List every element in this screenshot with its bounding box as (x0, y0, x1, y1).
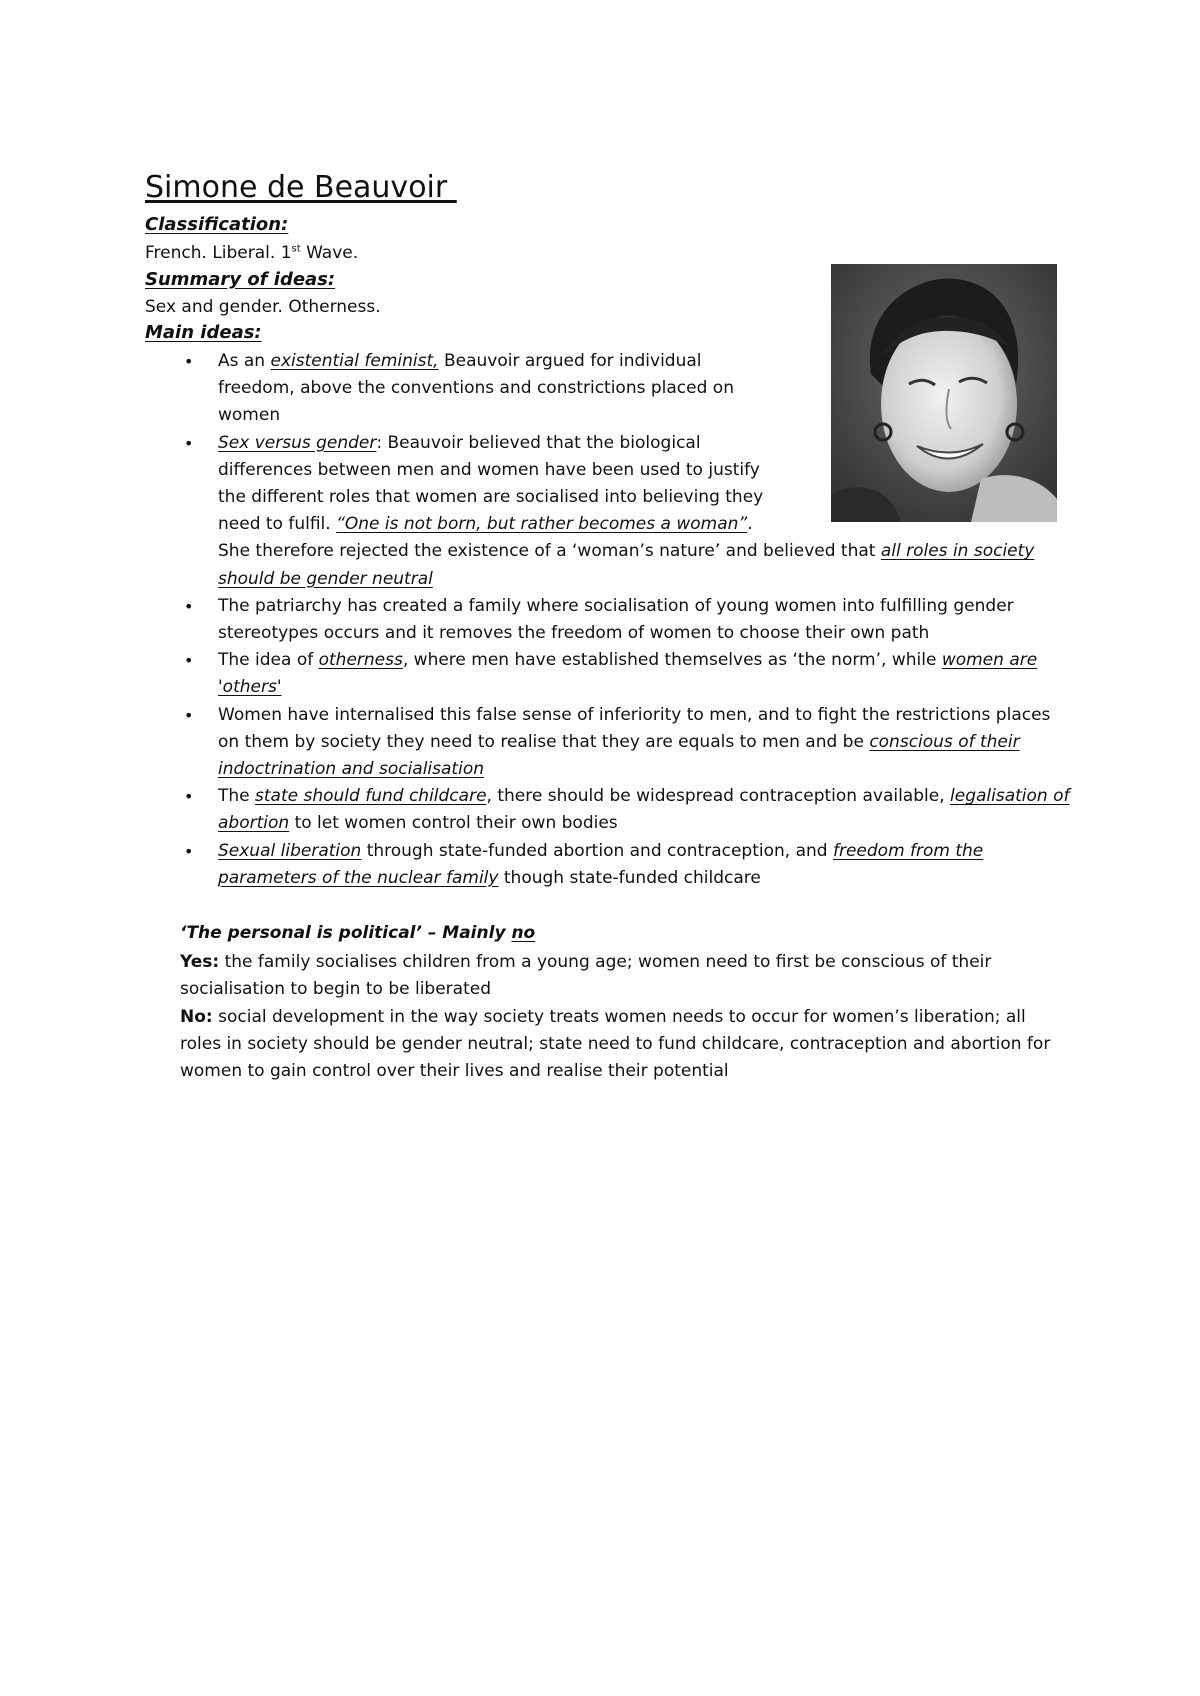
personal-is-political-section (180, 920, 1070, 1085)
personal-no-label: No: (180, 1006, 213, 1027)
main-idea-item (180, 838, 1070, 892)
main-idea-text: . (747, 514, 753, 535)
emphasis-text: Sex versus gender (218, 432, 377, 453)
main-idea-text: As an (218, 351, 271, 371)
emphasis-text: women are 'others' (218, 650, 1038, 698)
classification-label: Classification: (145, 214, 289, 235)
page-title: Simone de Beauvoir (145, 170, 457, 205)
personal-yes-paragraph (180, 949, 1070, 1003)
main-idea-text: The patriarchy has created a family where socialisation of young women into fulfilling gender stereotypes occurs and it removes the freedom of women to choose their own path (218, 595, 1014, 644)
main-idea-text: the different roles that women are socialised into believing they (218, 487, 764, 508)
emphasis-text: Sexual liberation (218, 840, 362, 861)
personal-yes-label: Yes: (180, 952, 220, 973)
emphasis-text: state should fund childcare (255, 786, 487, 807)
main-idea-text: : Beauvoir believed that the biological (376, 432, 701, 453)
emphasis-text: “One is not born, but rather becomes a woman” (336, 514, 748, 535)
main-idea-text: , there should be widespread contraception available, (486, 786, 951, 807)
main-idea-text: need to fulfil. (218, 514, 337, 535)
main-ideas-list (180, 348, 1070, 892)
classification-value-end: Wave. (300, 243, 359, 263)
main-idea-text: freedom, above the conventions and constrictions placed on (218, 378, 734, 399)
personal-heading-answer: no (511, 923, 536, 943)
classification-value-main: French. Liberal. 1 (145, 243, 292, 263)
main-idea-text: The idea of (218, 650, 319, 671)
personal-yes-text: the family socialises children from a young age; women need to first be conscious of their socialisation to begin to be liberated (180, 952, 992, 1000)
main-idea-text: The (218, 786, 256, 807)
main-idea-text: to let women control their own bodies (289, 813, 618, 834)
classification-value (145, 243, 358, 263)
main-idea-text: Beauvoir argued for individual (438, 351, 702, 371)
summary-label: Summary of ideas: (145, 269, 336, 290)
main-idea-text: , where men have established themselves as ‘the norm’, while (402, 650, 942, 671)
main-idea-item (180, 647, 1070, 701)
main-idea-text: Women have internalised this false sense of inferiority to men, and to fight the restrictions places on them by society they need to realise that they are equals to men and be (218, 704, 1051, 752)
main-idea-item (180, 430, 1070, 593)
main-idea-item (180, 702, 1070, 784)
personal-heading (180, 920, 1070, 947)
emphasis-text: all roles in society should be gender neutral (218, 541, 1035, 589)
main-idea-text: She therefore rejected the existence of a ‘woman’s nature’ and believed that (218, 541, 881, 562)
emphasis-text: freedom from the parameters of the nuclear family (218, 840, 984, 888)
emphasis-text: existential feminist, (270, 351, 439, 371)
emphasis-text: legalisation of abortion (218, 786, 1070, 834)
main-idea-text: through state-funded abortion and contraception, and (361, 840, 833, 861)
main-idea-text: differences between men and women have been used to justify (218, 459, 760, 480)
main-ideas-label: Main ideas: (145, 322, 262, 343)
classification-value-superscript: st (291, 243, 301, 255)
summary-value: Sex and gender. Otherness. (145, 297, 381, 317)
main-idea-item (180, 348, 1070, 430)
emphasis-text: conscious of their indoctrination and socialisation (218, 731, 1020, 780)
personal-no-paragraph (180, 1004, 1070, 1086)
personal-no-text: social development in the way society treats women needs to occur for women’s liberation; all roles in society should be gender neutral; state need to fund childcare, contraception and abortion for women to gain control over their lives and realise their potential (180, 1006, 1051, 1082)
main-idea-text: women (218, 405, 281, 426)
main-idea-item (180, 783, 1070, 837)
personal-heading-text: ‘The personal is political’ – Mainly (180, 923, 512, 943)
main-idea-text: though state-funded childcare (498, 867, 761, 888)
main-idea-item (180, 593, 1070, 647)
emphasis-text: otherness (318, 650, 403, 671)
